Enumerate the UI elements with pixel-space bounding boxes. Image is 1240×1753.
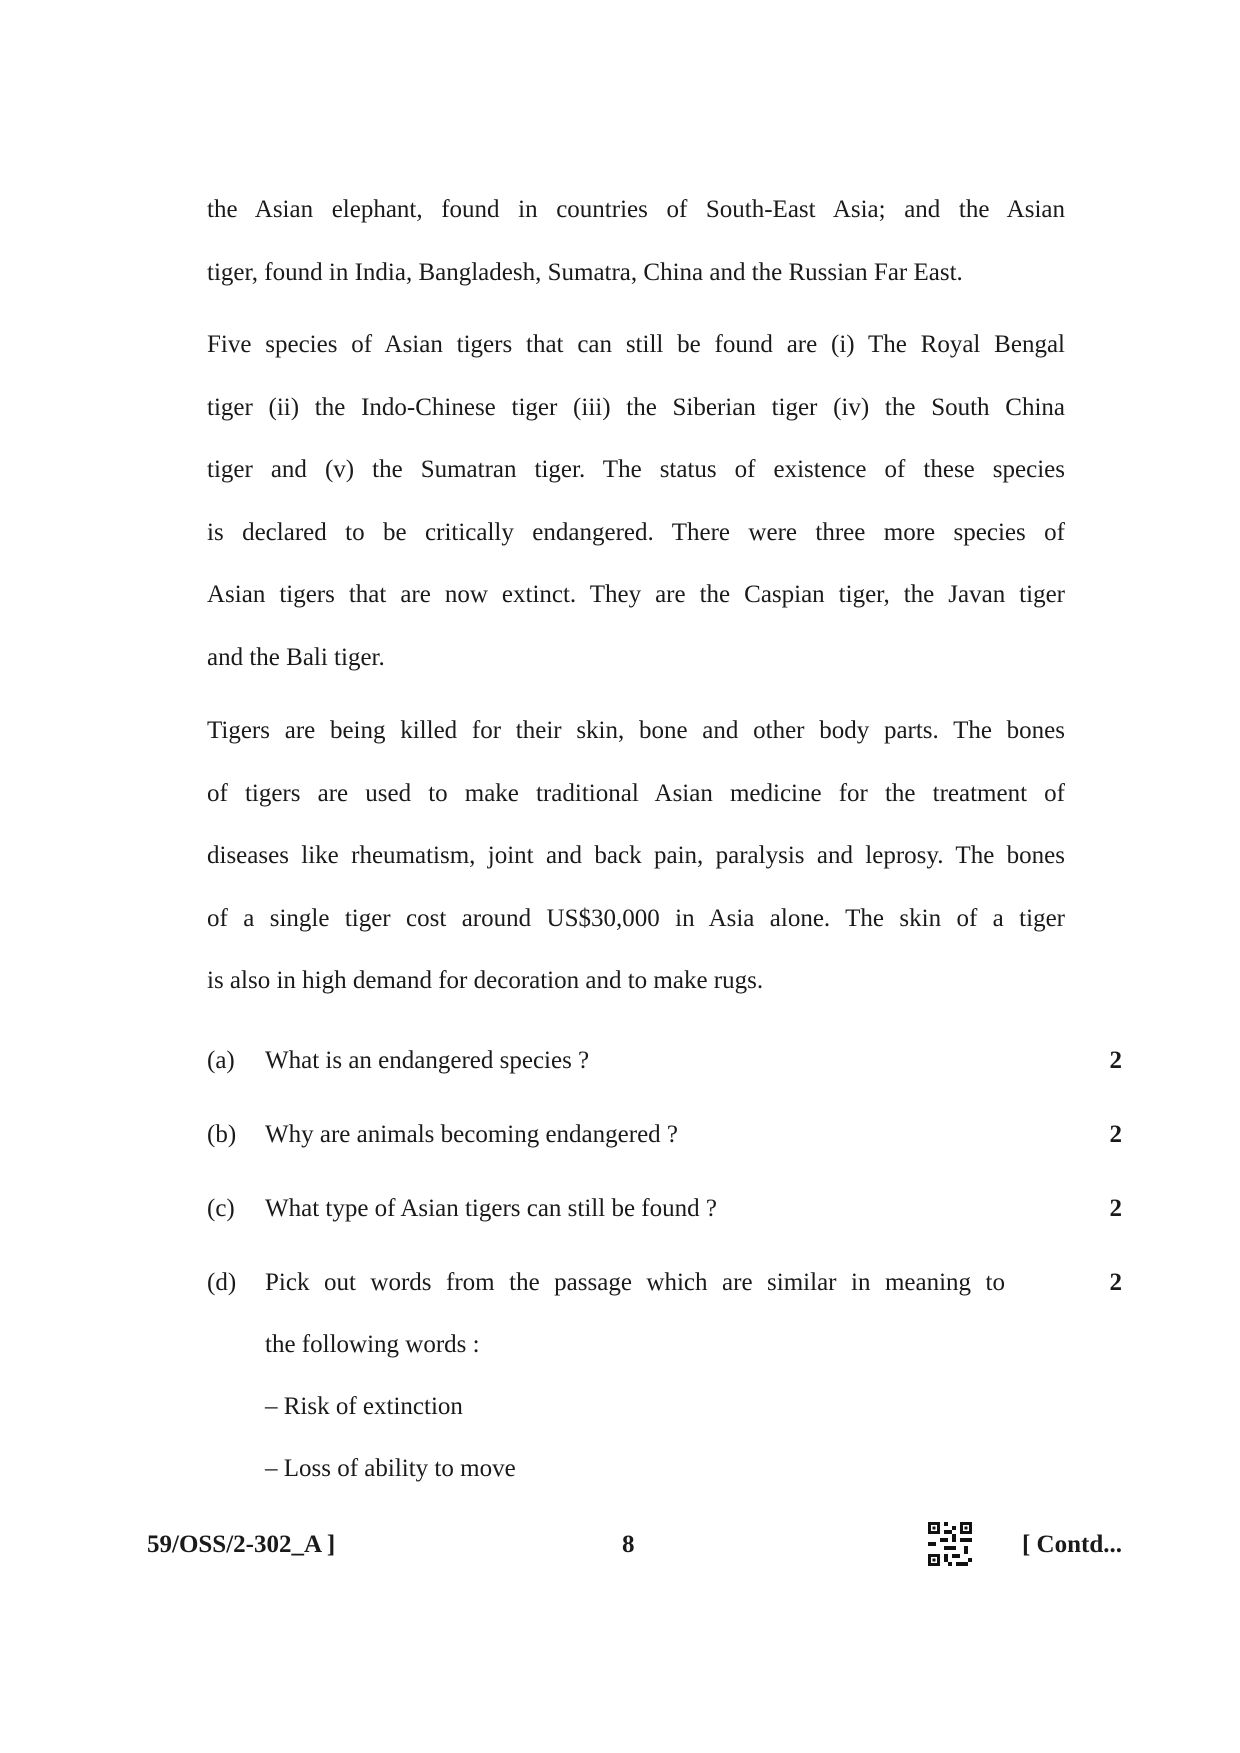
word-list-item: – Risk of extinction bbox=[265, 1393, 463, 1420]
question-label: (a) bbox=[207, 1047, 235, 1074]
question-marks: 2 bbox=[1109, 1121, 1122, 1148]
question-marks: 2 bbox=[1109, 1269, 1122, 1296]
passage-line: Asian tigers that are now extinct. They are the Caspian tiger, the Javan tiger bbox=[207, 581, 1065, 608]
passage-paragraph-3 bbox=[207, 700, 1065, 1013]
qr-code-icon bbox=[928, 1522, 972, 1566]
question-marks: 2 bbox=[1109, 1195, 1122, 1222]
question-text: What type of Asian tigers can still be found ? bbox=[265, 1195, 717, 1222]
question-text-continued: the following words : bbox=[265, 1331, 480, 1358]
question-text: Pick out words from the passage which are similar in meaning to bbox=[265, 1269, 1005, 1296]
passage-line: diseases like rheumatism, joint and back pain, paralysis and leprosy. The bones bbox=[207, 842, 1065, 869]
passage-line: tiger and (v) the Sumatran tiger. The status of existence of these species bbox=[207, 456, 1065, 483]
page-number: 8 bbox=[622, 1531, 635, 1558]
passage-line: of tigers are used to make traditional Asian medicine for the treatment of bbox=[207, 779, 1065, 807]
continued-label: [ Contd... bbox=[1021, 1531, 1122, 1558]
passage-paragraph-2 bbox=[207, 314, 1065, 689]
passage-line: is declared to be critically endangered. There were three more species of bbox=[207, 518, 1065, 546]
question-text: What is an endangered species ? bbox=[265, 1047, 590, 1074]
passage-line: of a single tiger cost around US$30,000 in Asia alone. The skin of a tiger bbox=[207, 904, 1065, 932]
question-label: (d) bbox=[207, 1269, 237, 1296]
paper-code: 59/OSS/2-302_A ] bbox=[147, 1531, 336, 1558]
question-label: (b) bbox=[207, 1121, 237, 1148]
question-text: Why are animals becoming endangered ? bbox=[265, 1121, 679, 1148]
passage-line: tiger, found in India, Bangladesh, Sumatra, China and the Russian Far East. bbox=[207, 258, 963, 286]
passage-line: and the Bali tiger. bbox=[207, 643, 385, 671]
word-list-item: – Loss of ability to move bbox=[265, 1455, 516, 1482]
passage-line: Tigers are being killed for their skin, bone and other body parts. The bones bbox=[207, 717, 1065, 744]
passage-line: the Asian elephant, found in countries of South-East Asia; and the Asian bbox=[207, 196, 1065, 223]
question-marks: 2 bbox=[1109, 1047, 1122, 1074]
passage-line: tiger (ii) the Indo-Chinese tiger (iii) the Siberian tiger (iv) the South China bbox=[207, 393, 1065, 421]
passage-line: Five species of Asian tigers that can still be found are (i) The Royal Bengal bbox=[207, 331, 1065, 358]
passage-paragraph-1 bbox=[207, 179, 1065, 304]
question-label: (c) bbox=[207, 1195, 235, 1222]
passage-line: is also in high demand for decoration and to make rugs. bbox=[207, 967, 764, 994]
